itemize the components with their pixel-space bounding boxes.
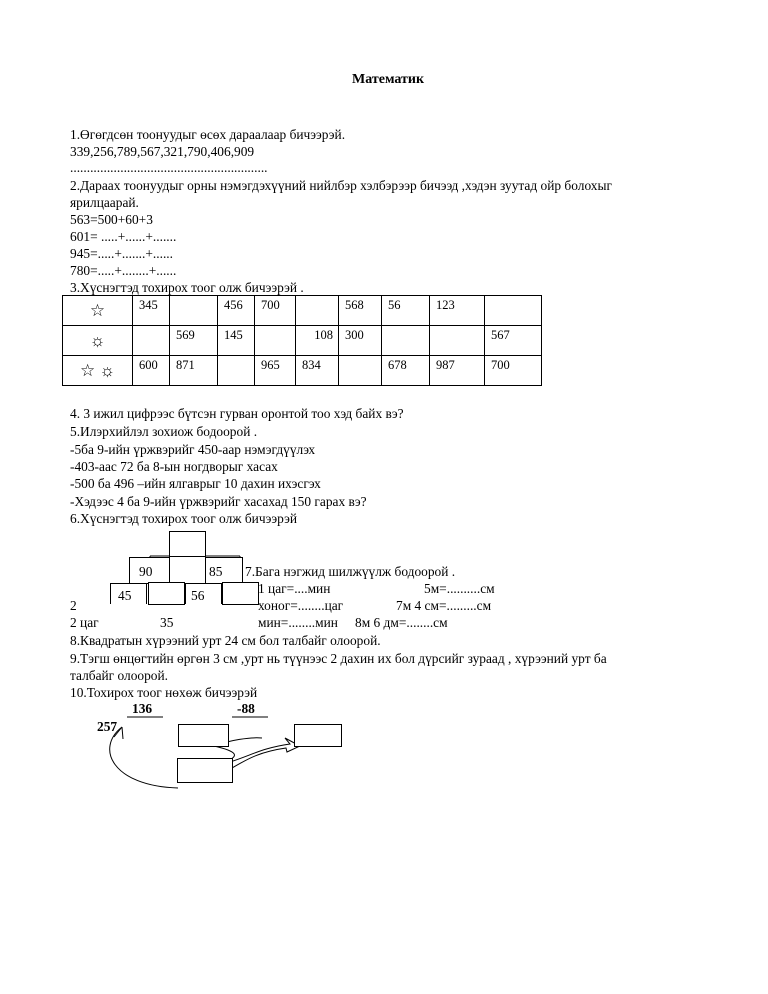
table-cell: 345 — [133, 296, 170, 326]
q1-answer-line: ........................................................... — [70, 160, 268, 175]
q10-answer-box[interactable] — [294, 724, 342, 747]
table-cell: 600 — [133, 356, 170, 386]
q10-subtract-value: -88 — [237, 701, 255, 716]
q5-text: 5.Илэрхийлэл зохиож бодоорой . — [70, 424, 258, 439]
q7-m-dm-to-cm: 8м 6 дм=........см — [355, 615, 448, 630]
pyramid-value: 85 — [209, 564, 223, 579]
page-title: Математик — [352, 72, 425, 87]
q2-line-945: 945=.....+.......+...... — [70, 246, 173, 261]
table-cell: 987 — [430, 356, 485, 386]
table-cell: 871 — [170, 356, 218, 386]
table-cell: 569 — [170, 326, 218, 356]
table-cell: 965 — [255, 356, 296, 386]
q7-m-cm-to-cm: 7м 4 см=.........см — [396, 598, 492, 613]
star-sun-icon: ☆ ☼ — [63, 356, 133, 386]
table-cell: 700 — [485, 356, 542, 386]
q10-text: 10.Тохирох тоог нөхөж бичээрэй — [70, 685, 258, 700]
q3-text: 3.Хүснэгтэд тохирох тоог олж бичээрэй . — [70, 280, 304, 295]
q7-min-to-min: мин=........мин — [258, 615, 338, 630]
q7-day-number: 2 — [70, 598, 77, 613]
q5-item: -403-аас 72 ба 8-ын ногдворыг хасах — [70, 459, 278, 474]
q10-answer-box[interactable] — [178, 724, 229, 747]
q7-text: 7.Бага нэгжид шилжүүлж бодоорой . — [245, 564, 456, 579]
q5-item: -5ба 9-ийн үржвэрийг 450-аар нэмэгдүүлэх — [70, 442, 316, 457]
q10-answer-box[interactable] — [177, 758, 233, 783]
q5-item: -Хэдээс 4 ба 9-ийн үржвэрийг хасахад 150 гарах вэ? — [70, 494, 367, 509]
table-cell: 567 — [485, 326, 542, 356]
q4-text: 4. 3 ижил цифрээс бүтсэн гурван оронтой тоо хэд байх вэ? — [70, 406, 404, 421]
sun-icon: ☼ — [63, 326, 133, 356]
q7-hour-to-min: 1 цаг=....мин — [258, 581, 331, 596]
q1-text: 1.Өгөгдсөн тоонуудыг өсөх дараалаар бичээрэй. — [70, 127, 346, 142]
table-cell: 700 — [255, 296, 296, 326]
q6-text: 6.Хүснэгтэд тохирох тоог олж бичээрэй — [70, 511, 298, 526]
table-cell: 56 — [382, 296, 430, 326]
pyramid-value: 90 — [139, 564, 153, 579]
q5-item: -500 ба 496 –ийн ялгаврыг 10 дахин ихэсгэх — [70, 476, 321, 491]
q7-hours: 2 цаг — [70, 615, 99, 630]
q9-text: 9.Тэгш өнцөгтийн өргөн 3 см ,урт нь түүнээс 2 дахин их бол дүрсийг зураад , хүрээний урт ба — [70, 651, 607, 666]
q2-text: 2.Дараах тоонуудыг орны нэмэгдэхүүний нийлбэр хэлбэрээр бичээд ,хэдэн зуутад ойр болохыг — [70, 178, 612, 193]
q7-m-to-cm: 5м=..........см — [424, 581, 495, 596]
pyramid-value: 56 — [191, 588, 205, 603]
q8-text: 8.Квадратын хүрээний урт 24 см бол талбайг олоорой. — [70, 633, 381, 648]
q2-example: 563=500+60+3 — [70, 212, 153, 227]
table-cell: 678 — [382, 356, 430, 386]
table-cell: 456 — [218, 296, 255, 326]
pyramid-value: 45 — [118, 588, 132, 603]
table-cell: 568 — [339, 296, 382, 326]
table-cell: 300 — [339, 326, 382, 356]
table-cell: 108 — [296, 326, 339, 356]
q2-line-780: 780=.....+........+...... — [70, 263, 177, 278]
q1-numbers: 339,256,789,567,321,790,406,909 — [70, 144, 255, 159]
table-cell: 834 — [296, 356, 339, 386]
star-icon: ☆ — [63, 296, 133, 326]
q9-text-cont: талбайг олоорой. — [70, 668, 169, 683]
q2-line-601: 601= .....+......+....... — [70, 229, 177, 244]
q2-text-cont: ярилцаарай. — [70, 195, 139, 210]
q10-start-value: 257 — [97, 719, 118, 734]
q7-minutes: 35 — [160, 615, 174, 630]
q10-add-value: 136 — [132, 701, 153, 716]
table-cell: 145 — [218, 326, 255, 356]
q7-day-to-hour: хоног=........цаг — [258, 598, 344, 613]
table-cell: 123 — [430, 296, 485, 326]
